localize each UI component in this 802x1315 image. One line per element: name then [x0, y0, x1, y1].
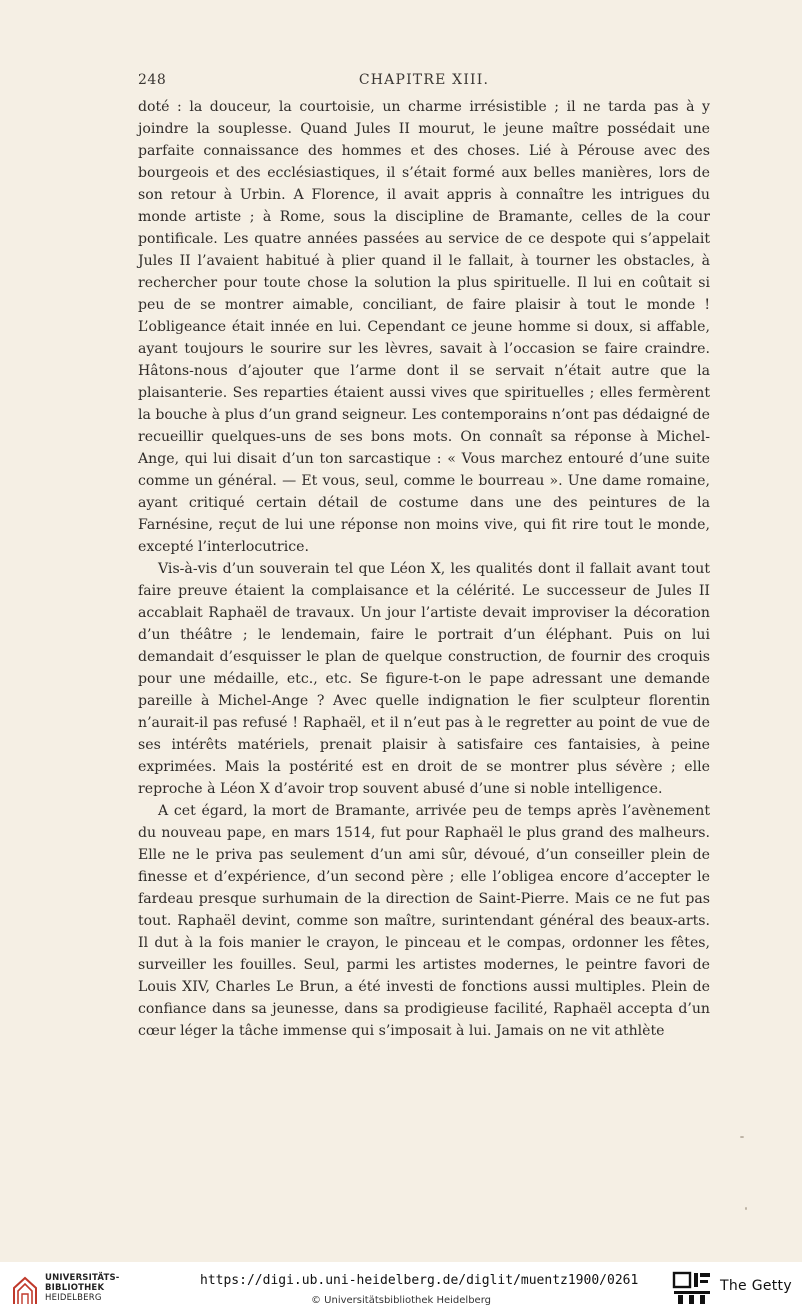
running-header [138, 72, 710, 94]
institution-name: UNIVERSITÄTS- BIBLIOTHEK HEIDELBERG [45, 1273, 120, 1303]
viewer-footer [0, 1262, 802, 1315]
copyright-notice: © Universitätsbibliothek Heidelberg [310, 1295, 491, 1306]
paragraph: A cet égard, la mort de Bramante, arrivée peu de temps après l’avènement du nouveau pape, en mars 1514, fut pour Raphaël le plus grand des malheurs. Elle ne le priva pas seulement d’un ami sûr, dévoué, d’un conseiller plein de finesse et d’expérience, d’un second père ; elle l’obligea encore d’accepter le fardeau presque surhumain de la direction de Saint-Pierre. Mais ce ne fut pas tout. Raphaël devint, comme son maître, surintendant général des beaux-arts. Il dut à la fois manier le crayon, le pinceau et le compas, ordonner les fêtes, surveiller les fouilles. Seul, parmi les artistes modernes, le peintre favori de Louis XIV, Charles Le Brun, a été investi de fonctions aussi multiples. Plein de confiance dans sa jeunesse, dans sa prodigieuse facilité, Raphaël accepta d’un cœur léger la tâche immense qui s’imposait à lui. Jamais on ne vit athlète [138, 803, 710, 1039]
paragraph: Vis-à-vis d’un souverain tel que Léon X, les qualités dont il fallait avant tout faire preuve étaient la complaisance et la célérité. Le successeur de Jules II accablait Raphaël de travaux. Un jour l’artiste devait improviser la décoration d’un théâtre ; le lendemain, faire le portrait d’un éléphant. Puis on lui demandait d’esquisser le plan de quelque construction, de fournir des croquis pour une médaille, etc., etc. Se figure-t-on le pape adressant une demande pareille à Michel-Ange ? Avec quelle indignation le fier sculpteur florentin n’aurait-il pas refusé ! Raphaël, et il n’eut pas à le regretter au point de vue de ses intérêts matériels, prenait plaisir à satisfaire ces fantaisies, à peine exprimées. Mais la postérité est en droit de se montrer plus sévère ; elle reproche à Léon X d’avoir trop souvent abusé d’une si noble intelligence. [138, 561, 710, 797]
paragraph: doté : la douceur, la courtoisie, un charme irrésistible ; il ne tarda pas à y joindre la souplesse. Quand Jules II mourut, le jeune maître possédait une parfaite connaissance des hommes et des choses. Lié à Pérouse avec des bourgeois et des ecclésiastiques, il s’était formé aux belles manières, lors de son retour à Urbin. A Florence, il avait appris à connaître les intrigues du monde artiste ; à Rome, sous la discipline de Bramante, celles de la cour pontificale. Les quatre années passées au service de ce despote qui s’appelait Jules II l’avaient habitué à plier quand il le fallait, à tourner les obstacles, à rechercher pour toute chose la solution la plus spirituelle. Il lui en coûtait si peu de se montrer aimable, conciliant, de faire plaisir à tout le monde ! L’obligeance était innée en lui. Cependant ce jeune homme si doux, si affable, ayant toujours le sourire sur les lèvres, savait à l’occasion se faire craindre. Hâtons-nous d’ajouter que l’arme dont il se servait n’était autre que la plaisanterie. Ses reparties étaient aussi vives que spirituelles ; elles fermèrent la bouche à plus d’un grand seigneur. Les contemporains n’ont pas dédaigné de recueillir quelques-uns de ses bons mots. On connaît sa réponse à Michel-Ange, qui lui disait d’un ton sarcastique : « Vous marchez entouré d’une suite comme un général. — Et vous, seul, comme le bourreau ». Une dame romaine, ayant critiqué certain détail de costume dans une des peintures de la Farnésine, reçut de lui une réponse non moins vive, qui fit rire tout le monde, excepté l’interlocutrice. [138, 99, 710, 555]
page-number: 248 [138, 72, 167, 88]
partner-name: The Getty [720, 1278, 792, 1294]
paper-speck [740, 1136, 744, 1138]
getty-logo-icon [672, 1271, 712, 1305]
paper-speck [745, 1207, 747, 1210]
body-text [138, 96, 710, 1042]
source-url-link[interactable]: https://digi.ub.uni-heidelberg.de/diglit/muentz1900/0261 [200, 1273, 639, 1288]
chapter-title: CHAPITRE XIII. [358, 72, 490, 88]
